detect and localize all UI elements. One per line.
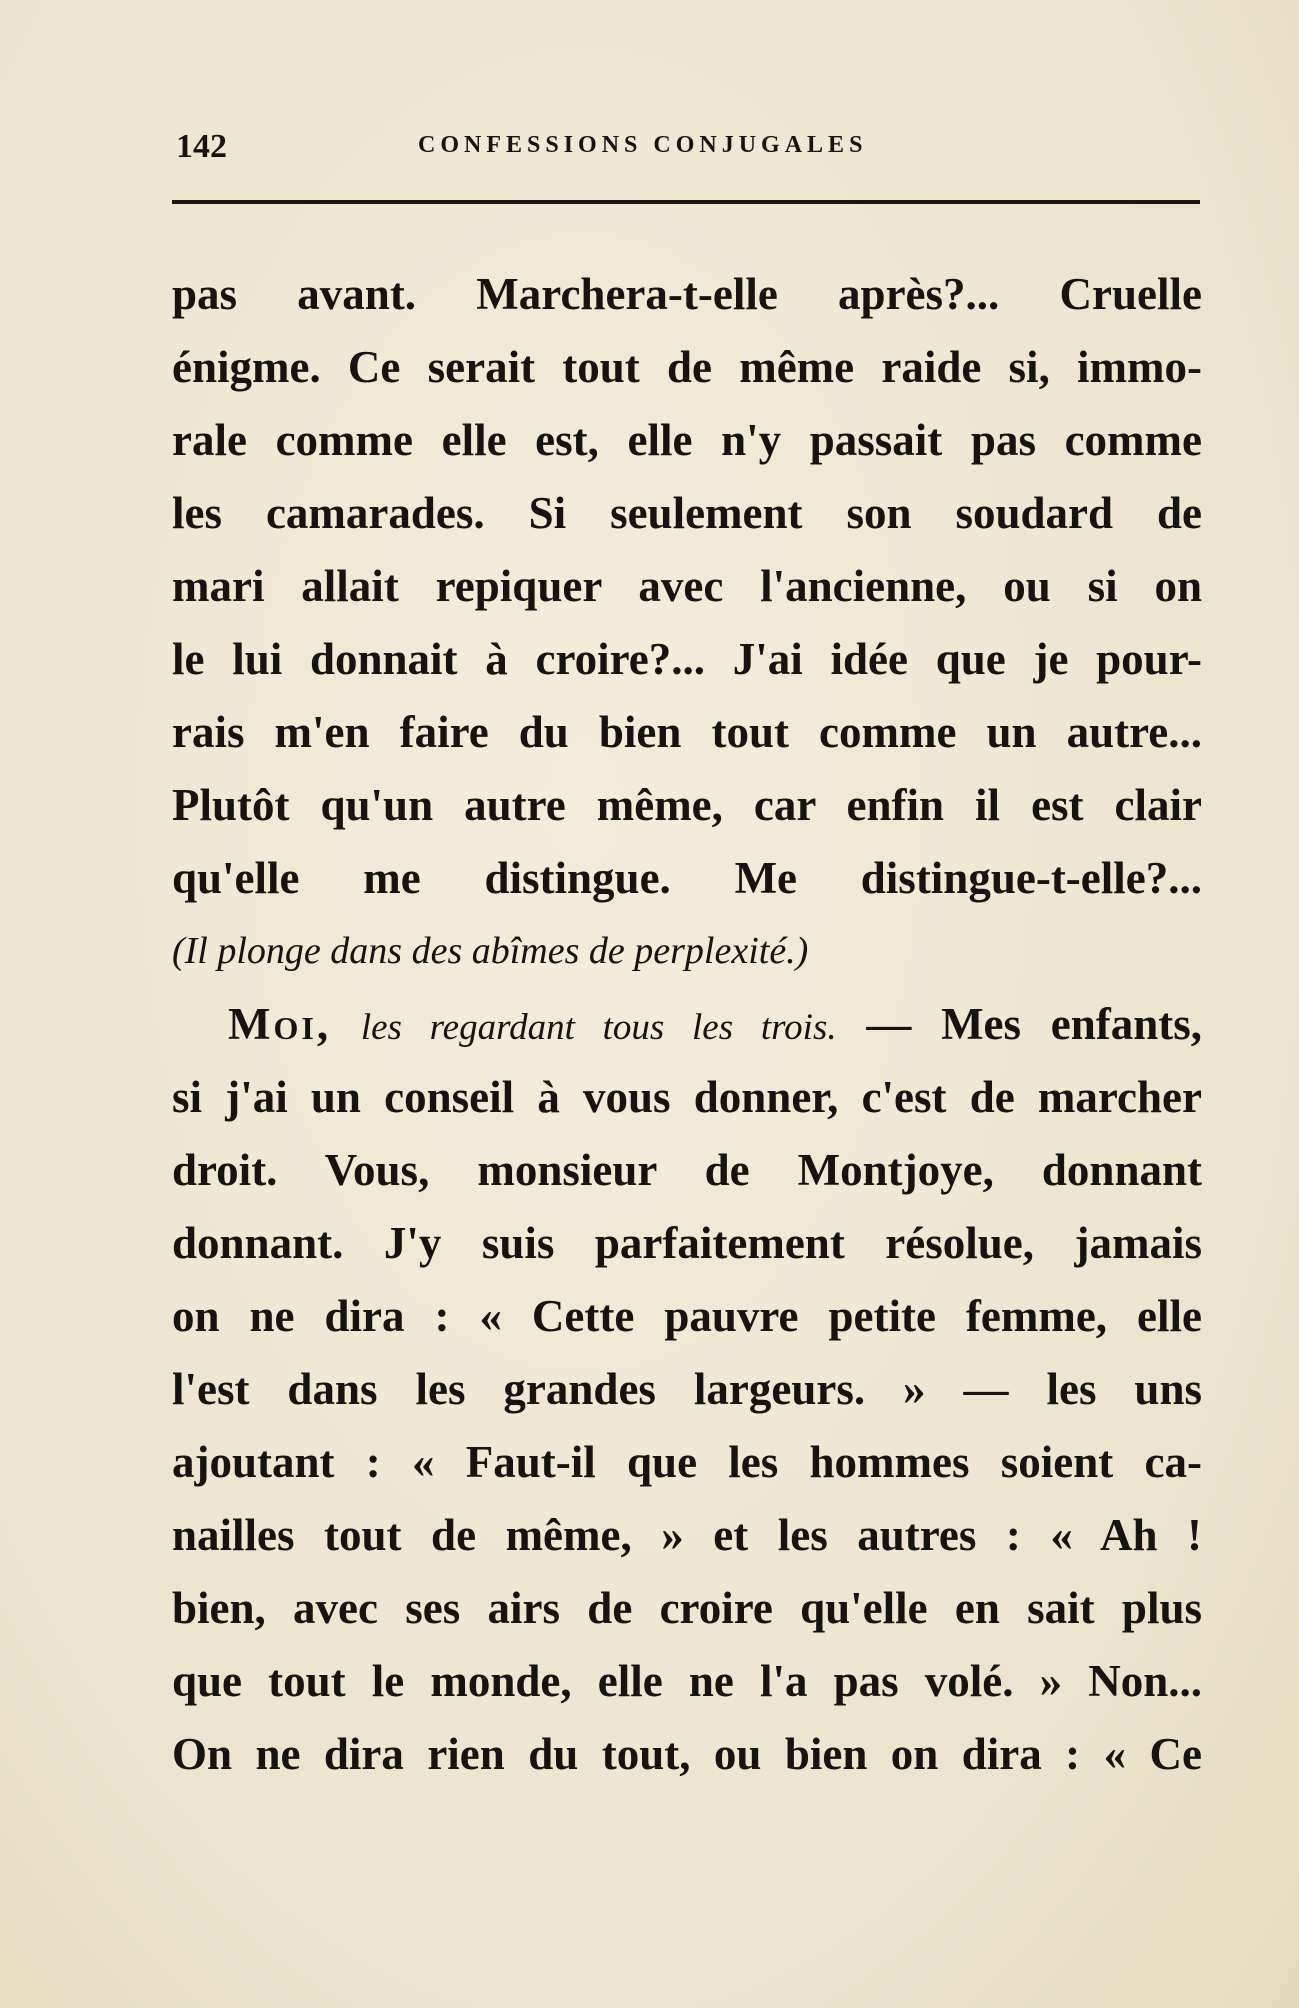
text-line: Plutôt qu'un autre même, car enfin il est clair [172,780,1202,830]
text-line: que tout le monde, elle ne l'a pas volé. » Non... [172,1656,1202,1706]
text-line: on ne dira : « Cette pauvre petite femme, elle [172,1291,1202,1341]
text-line: bien, avec ses airs de croire qu'elle en sait plus [172,1583,1202,1633]
text-line: qu'elle me distingue. Me distingue-t-elle?... [172,853,1202,903]
text-line: énigme. Ce serait tout de même raide si, immo- [172,342,1202,392]
page-header [172,118,1200,168]
header-rule [172,200,1200,204]
body-text [172,258,1202,1791]
text-line: si j'ai un conseil à vous donner, c'est de marcher [172,1072,1202,1122]
text-line: le lui donnait à croire?... J'ai idée que je pour- [172,634,1202,684]
text-line: rais m'en faire du bien tout comme un autre... [172,707,1202,757]
text-line: pas avant. Marchera-t-elle après?... Cruelle [172,269,1202,319]
text-line: droit. Vous, monsieur de Montjoye, donnant [172,1145,1202,1195]
text-line: rale comme elle est, elle n'y passait pas comme [172,415,1202,465]
text-line: les camarades. Si seulement son soudard de [172,488,1202,538]
speech-first-line [172,988,1202,1061]
text-line: mari allait repiquer avec l'ancienne, ou si on [172,561,1202,611]
speech-opening: — Mes enfants, [866,999,1202,1049]
text-line: l'est dans les grandes largeurs. » — les uns [172,1364,1202,1414]
text-line: ajoutant : « Faut-il que les hommes soient ca- [172,1437,1202,1487]
text-line: donnant. J'y suis parfaitement résolue, jamais [172,1218,1202,1268]
text-line: On ne dira rien du tout, ou bien on dira : « Ce [172,1729,1202,1779]
speaker-direction: les regardant tous les trois. [360,1007,837,1048]
running-title: CONFESSIONS CONJUGALES [418,132,868,158]
text-line: nailles tout de même, » et les autres : « Ah ! [172,1510,1202,1560]
page-number: 142 [176,128,227,165]
speaker-name: Moi, [228,999,332,1049]
stage-direction: (Il plonge dans des abîmes de perplexité.) [172,930,809,972]
